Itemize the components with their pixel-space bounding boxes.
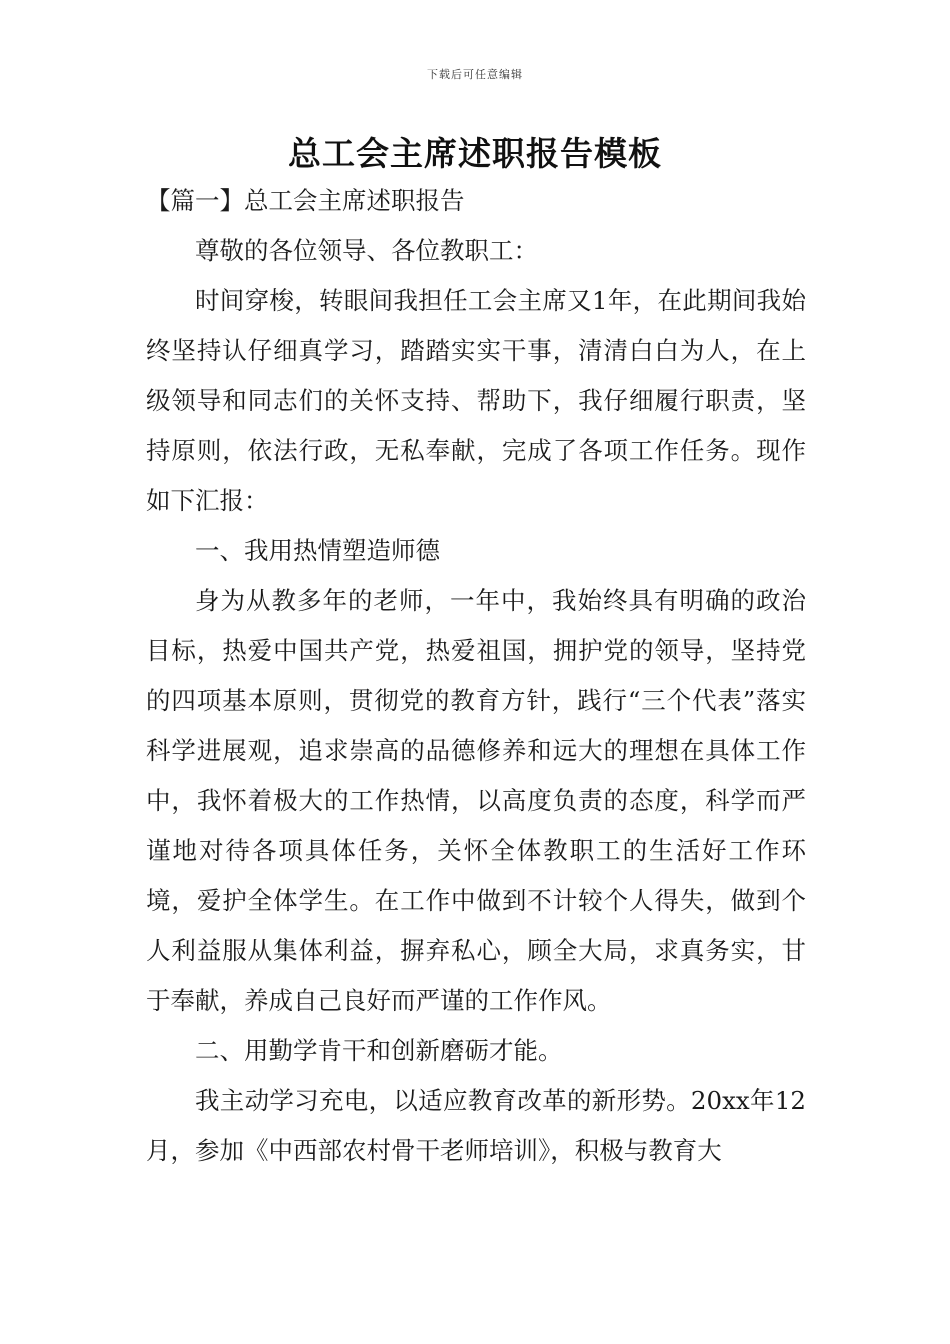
paragraph-intro: 时间穿梭，转眼间我担任工会主席又1年，在此期间我始终坚持认仔细真学习，踏踏实实干事，清清白白为人，在上级领导和同志们的关怀支持、帮助下，我仔细履行职责，坚持原则，依法行政，无私奉献，完成了各项工作任务。现作如下汇报： [146,286,806,515]
paragraph-section-one: 身为从教多年的老师，一年中，我始终具有明确的政治目标，热爱中国共产党，热爱祖国，拥护党的领导，坚持党的四项基本原则，贯彻党的教育方针，践行“三个代表”落实科学进展观，追求崇高的品德修养和远大的理想在具体工作中，我怀着极大的工作热情，以高度负责的态度，科学而严谨地对待各项具体任务，关怀全体教职工的生活好工作环境，爱护全体学生。在工作中做到不计较个人得失，做到个人利益服从集体利益，摒弃私心，顾全大局，求真务实，甘于奉献，养成自己良好而严谨的工作作风。 [146,586,806,1015]
header-note: 下载后可任意编辑 [427,68,523,81]
heading-section-one: 一、我用热情塑造师德 [195,536,440,565]
heading-section-two: 二、用勤学肯干和创新磨砺才能。 [195,1036,563,1065]
document-title: 总工会主席述职报告模板 [288,134,662,173]
section-label: 【篇一】总工会主席述职报告 [146,186,465,215]
salutation: 尊敬的各位领导、各位教职工： [195,236,538,265]
paragraph-section-two: 我主动学习充电，以适应教育改革的新形势。20xx年12月，参加《中西部农村骨干老师培训》，积极与教育大 [146,1086,806,1165]
document-body [146,176,806,1176]
